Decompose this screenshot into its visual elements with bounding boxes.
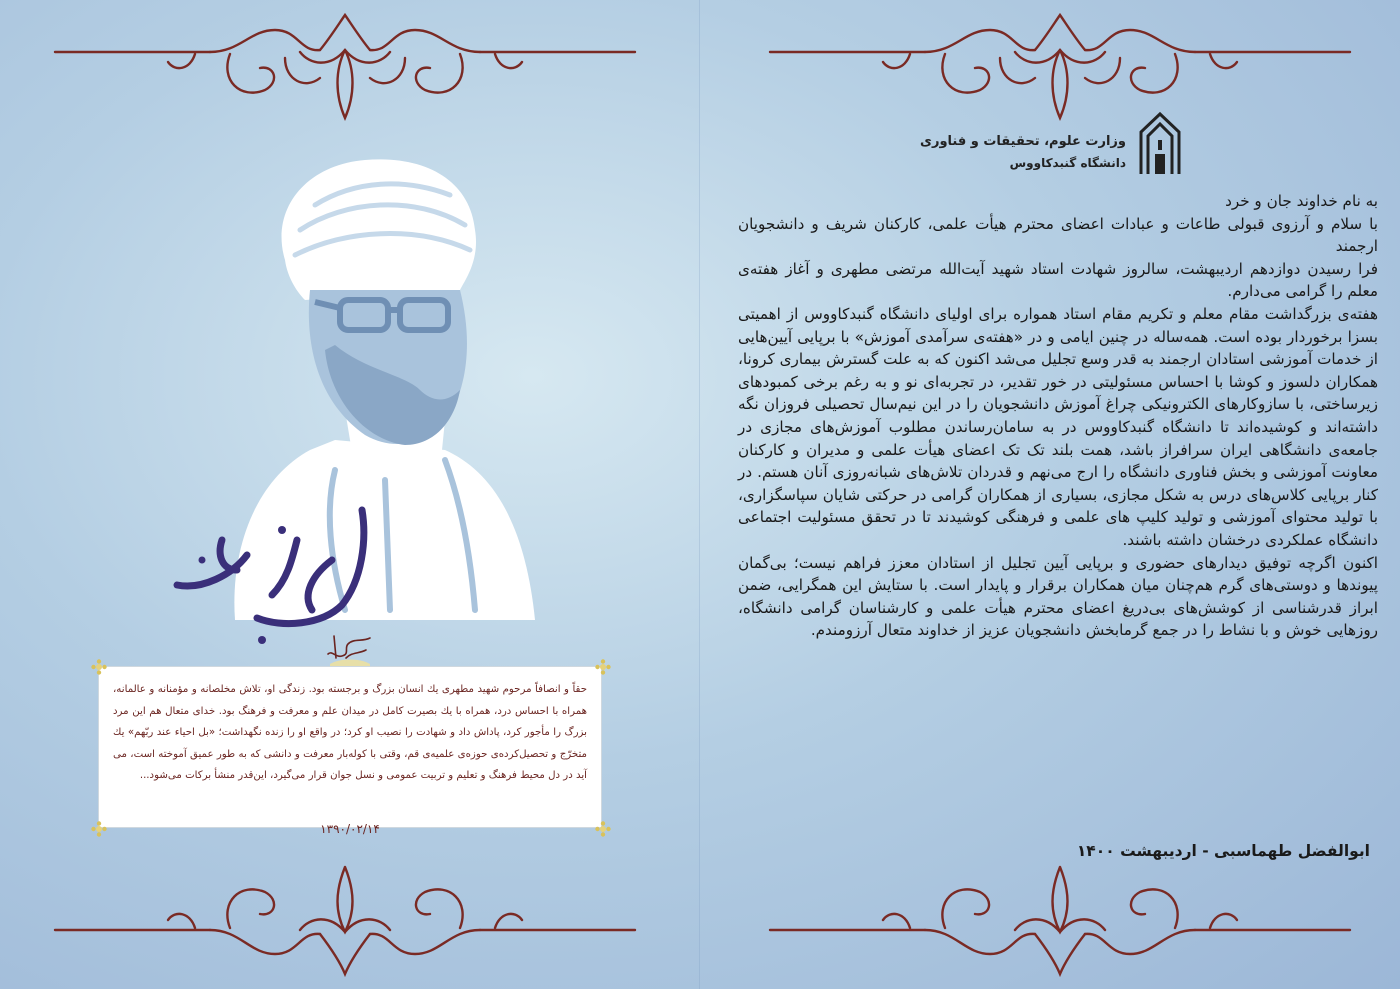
- letter-paragraph: با سلام و آرزوی قبولی طاعات و عبادات اعضای محترم هیأت علمی، کارکنان شریف و دانشجویان ارجمند: [738, 214, 1378, 256]
- letter-paragraph: هفته‌ی بزرگداشت مقام معلم و تکریم مقام استاد همواره برای اولیای دانشگاه گنبدکاووس از اهمیتی بسزا برخوردار بوده است. همه‌ساله در چنین ایامی و در «هفته‌ی سرآمدی آموزش» با برپایی آیین‌هایی از خدمات آموزشی استادان ارجمند به قدر وسع تجلیل می‌شد اکنون که به علت گسترش بیماری کرونا، همکاران دلسوز و کوشا با احساس مسئولیتی در خور تقدیر، در تجربه‌ای نو و به رغم برخی کمبودهای زیرساختی، با سازوکارهای الکترونیکی چراغ آموزش دانشجویان را در این نیم‌سال تحصیلی فروزان نگه داشته‌اند و کوشیده‌اند تا دانشگاه گنبدکاووس در به سامان‌رساندن مطلوب آموزش‌های مجازی در جامعه‌ی دانشگاهی ایران سرافراز باشد، همت بلند تک تک اعضای هیأت علمی و مدیران و کارکنان معاونت آموزشی و بخش فناوری دانشگاه را ارج می‌نهم و قدردان تلاش‌های شبانه‌روزی آنان هستم. در کنار برپایی کلاس‌های درس به شکل مجازی، بسیاری از همکاران گرامی در حرکتی شایان سپاسگزاری، با تولید محتوای آموزشی و تولید کلیپ های علمی و فرهنگی کوشیدند تا در تحقق مسئولیت اجتماعی دانشگاه عملکردی درخشان داشته باشند.: [738, 304, 1378, 549]
- flower-corner-icon: [595, 659, 609, 673]
- letter-paragraph: فرا رسیدن دوازدهم اردیبهشت، سالروز شهادت استاد شهید آیت‌الله مرتضی مطهری و آغاز هفته‌ی معلم را گرامی می‌دارم.: [738, 259, 1378, 301]
- bottom-left-ornament-icon: [50, 862, 640, 982]
- flower-corner-icon: [595, 821, 609, 835]
- university-name: دانشگاه گنبدکاووس: [1009, 156, 1126, 170]
- bottom-right-ornament-icon: [765, 862, 1355, 982]
- letter-signature: ابوالفضل طهماسبی - اردیبهشت ۱۴۰۰: [1076, 842, 1370, 860]
- flower-corner-icon: [91, 659, 105, 673]
- quote-date: ۱۳۹۰/۰۲/۱۴: [320, 822, 380, 836]
- center-fold: [699, 0, 700, 989]
- top-left-ornament-icon: [50, 10, 640, 125]
- top-right-ornament-icon: [765, 10, 1355, 125]
- letter-greeting: به نام خداوند جان و خرد: [1225, 192, 1378, 210]
- quote-box: [98, 666, 602, 828]
- letter-paragraph: اکنون اگرچه توفیق دیدارهای حضوری و برپایی آیین تجلیل از استادان معزز فراهم نیست؛ بی‌گمان پیوندها و دوستی‌های گرم هم‌چنان میان همکاران برقرار و پایدار است. با ستایش این همگرایی، ضمن ابراز قدرشناسی از کوشش‌های بی‌دریغ اعضای محترم هیأت علمی و کارشناسان گرامی دانشگاه، روزهایی خوش و با نشاط را در جمع گرمابخش دانشجویان عزیز از خداوند متعال آرزومندم.: [738, 553, 1378, 640]
- ministry-name: وزارت علوم، تحقیقات و فناوری: [920, 134, 1126, 149]
- letter-body: [738, 190, 1378, 642]
- university-logo: [920, 110, 1182, 180]
- university-emblem-icon: [1138, 110, 1182, 176]
- flower-corner-icon: [91, 821, 105, 835]
- quote-text: حقاً و انصافاً مرحوم شهید مطهری یك انسان بزرگ و برجسته بود. زندگی او، تلاش مخلصانه و مؤمنانه و عالمانه، همراه با احساس درد، همراه با یك بصیرت كامل در میدان علم و معرفت و فرهنگ بود. خدای متعال هم این مرد بزرگ را مأجور كرد، پاداش داد و شهادت را نصیب او كرد؛ در واقع او را زنده نگهداشت؛ «بل احیاء عند ربّهم» یك متخرّج و تحصیل‌كرده‌ی حوزه‌ی علمیه‌ی قم، وقتی با كوله‌بار معرفت و دانشی كه به طور عمیق آموخته است، می آید در دل محیط فرهنگ و تعلیم و تربیت عمومی و نسل جوان قرار می‌گیرد، این‌قدر منشأ بركات می‌شود...: [113, 684, 587, 782]
